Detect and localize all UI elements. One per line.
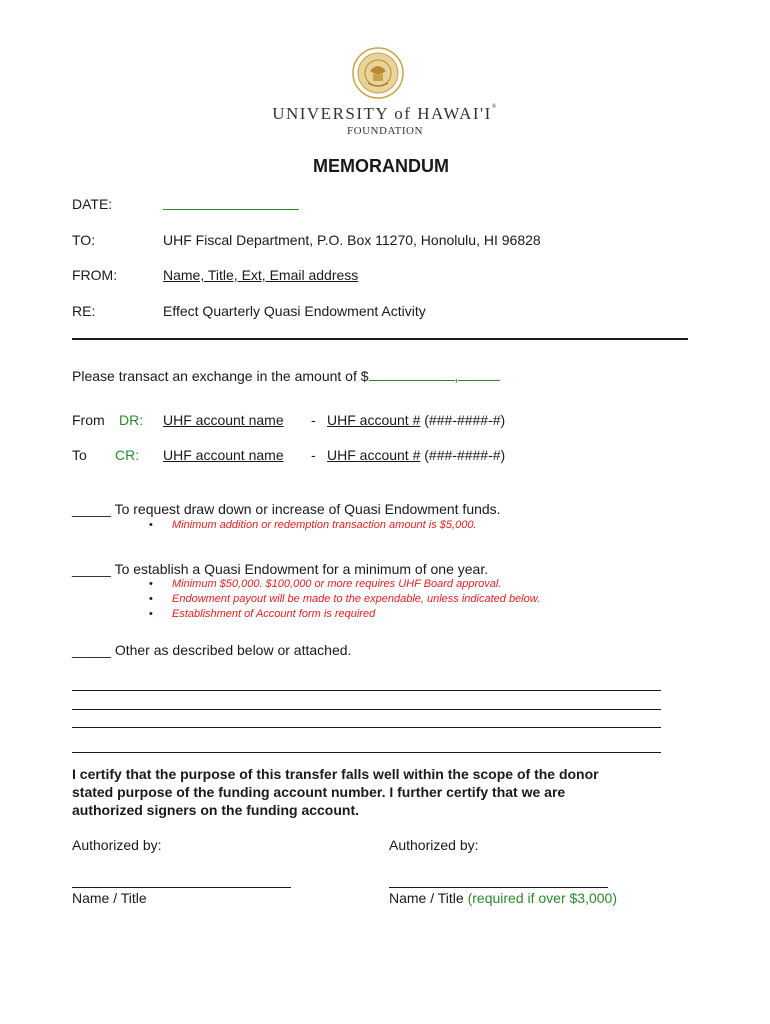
option-draw-down[interactable]: _____ To request draw down or increase of Quasi Endowment funds. (72, 501, 501, 517)
dr-account-number[interactable]: UHF account # (###-####-#) (327, 412, 506, 428)
cr-dash: - (311, 447, 316, 463)
cr-account-name[interactable]: UHF account name (163, 447, 284, 463)
re-label: RE: (72, 303, 96, 319)
description-line[interactable] (72, 690, 661, 691)
name-title-left: Name / Title (72, 890, 147, 906)
option2-note-3: Establishment of Account form is required (172, 608, 376, 620)
dr-account-name[interactable]: UHF account name (163, 412, 284, 428)
university-name: UNIVERSITY of HAWAI'I® (272, 104, 498, 123)
certification-statement: I certify that the purpose of this transfer falls well within the scope of the donor stated purpose of the funding account number. I further certify that we are authorized signers on the funding account. (72, 766, 599, 818)
to-value: UHF Fiscal Department, P.O. Box 11270, Honolulu, HI 96828 (163, 232, 541, 248)
authorized-label-right: Authorized by: (389, 837, 479, 853)
required-note: (required if over $3,000) (467, 890, 618, 906)
bullet-icon: • (149, 608, 153, 620)
to-account-label: To (72, 447, 87, 463)
to-label: TO: (72, 232, 96, 248)
date-field[interactable] (163, 209, 299, 210)
from-account-label: From (72, 412, 105, 428)
header-divider (72, 338, 688, 340)
amount-cents-field[interactable] (458, 368, 500, 381)
from-value[interactable]: Name, Title, Ext, Email address (163, 267, 359, 283)
bullet-icon: • (149, 519, 153, 531)
description-line[interactable] (72, 727, 661, 728)
description-line[interactable] (72, 709, 661, 710)
exchange-line: Please transact an exchange in the amount of $ , (72, 368, 500, 384)
signature-line-right[interactable] (389, 887, 608, 888)
option-other[interactable]: _____ Other as described below or attached. (72, 642, 352, 658)
signature-line-left[interactable] (72, 887, 291, 888)
foundation-name: FOUNDATION (347, 125, 423, 137)
from-label: FROM: (72, 267, 118, 283)
option2-note-2: Endowment payout will be made to the expendable, unless indicated below. (172, 593, 541, 605)
university-seal-icon (352, 47, 404, 99)
option-blank: _____ (72, 642, 111, 658)
description-line[interactable] (72, 752, 661, 753)
authorized-label-left: Authorized by: (72, 837, 162, 853)
dr-label: DR: (119, 412, 144, 428)
option2-note-1: Minimum $50,000. $100,000 or more requires UHF Board approval. (172, 578, 502, 590)
cr-label: CR: (115, 447, 140, 463)
page-title: MEMORANDUM (313, 156, 449, 176)
cr-account-number[interactable]: UHF account # (###-####-#) (327, 447, 506, 463)
bullet-icon: • (149, 578, 153, 590)
option1-note: Minimum addition or redemption transaction amount is $5,000. (172, 519, 477, 531)
bullet-icon: • (149, 593, 153, 605)
date-label: DATE: (72, 196, 113, 212)
option-blank: _____ (72, 561, 111, 577)
dr-dash: - (311, 412, 316, 428)
re-value: Effect Quarterly Quasi Endowment Activity (163, 303, 426, 319)
option-blank: _____ (72, 501, 111, 517)
name-title-right: Name / Title (required if over $3,000) (389, 890, 618, 906)
amount-field[interactable] (369, 368, 455, 381)
option-establish[interactable]: _____ To establish a Quasi Endowment for a minimum of one year. (72, 561, 489, 577)
